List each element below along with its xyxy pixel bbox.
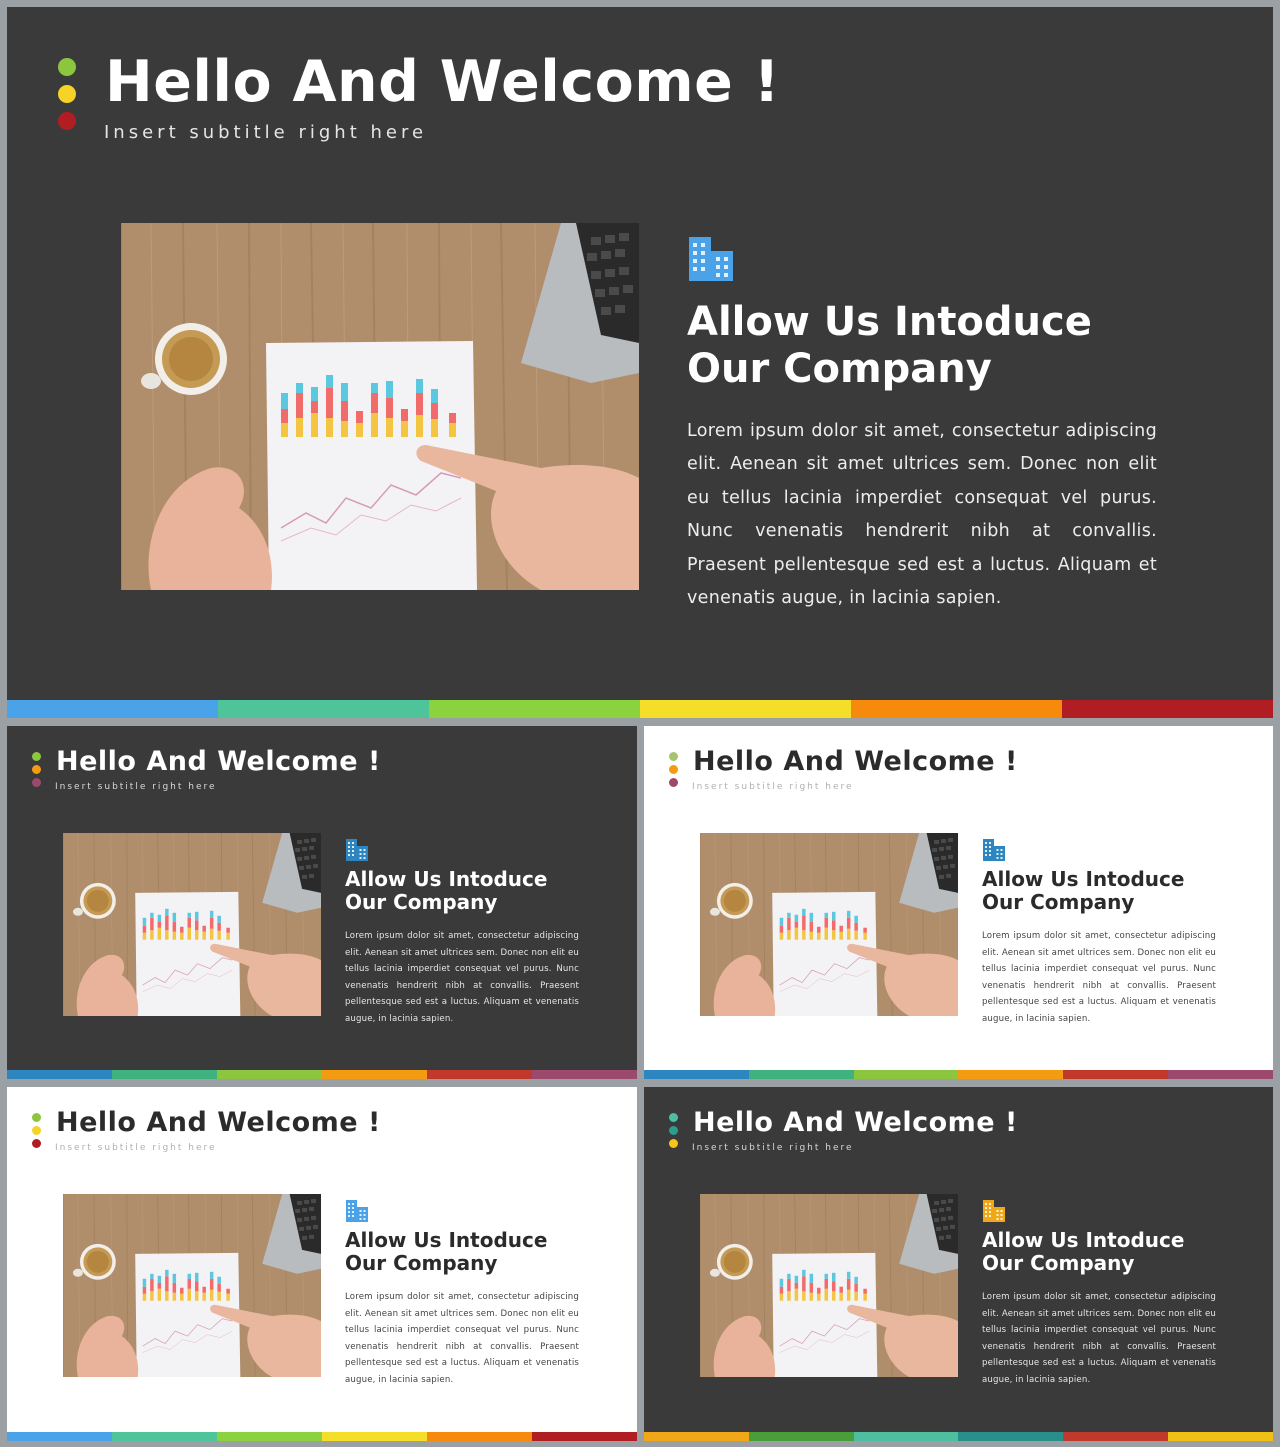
stripe-segment-1 <box>644 1432 749 1441</box>
section-heading <box>345 1229 585 1276</box>
slide-thumbnail-dark-1[interactable] <box>7 726 637 1079</box>
slide-thumbnail-dark-2[interactable] <box>644 1087 1273 1441</box>
accent-dot-2 <box>58 85 76 103</box>
stripe-segment-3 <box>854 1070 959 1079</box>
color-stripe <box>7 1432 637 1441</box>
slide-thumbnail-light-2[interactable] <box>7 1087 637 1441</box>
stripe-segment-6 <box>1168 1432 1273 1441</box>
stripe-segment-5 <box>427 1070 532 1079</box>
heading-line-2: Our Company <box>687 345 992 392</box>
accent-dots <box>58 58 76 130</box>
heading-line-1: Allow Us Intoduce <box>687 299 1092 345</box>
stripe-segment-2 <box>749 1432 854 1441</box>
stripe-segment-2 <box>749 1070 854 1079</box>
building-icon <box>345 837 369 861</box>
body-paragraph: Lorem ipsum dolor sit amet, consectetur adipiscing elit. Aenean sit amet ultrices sem. Donec non elit eu tellus lacinia imperdiet consequat vel purus. Nunc venenatis hendrerit nibh at convallis. Praesent pellentesque sed est a luctus. Aliquam et venenatis augue, in lacinia sapien. <box>982 931 1216 1024</box>
desk-analytics-photo <box>63 1194 321 1377</box>
stripe-segment-4 <box>322 1432 427 1441</box>
accent-dot-2 <box>669 765 678 774</box>
heading-line-2: Our Company <box>345 890 498 915</box>
section-heading <box>982 868 1222 915</box>
desk-analytics-photo <box>700 1194 958 1377</box>
slide-title: Hello And Welcome ! <box>56 746 381 777</box>
stripe-segment-3 <box>854 1432 959 1441</box>
desk-analytics-photo <box>121 223 639 590</box>
stripe-segment-5 <box>851 700 1062 718</box>
color-stripe <box>644 1070 1273 1079</box>
heading-line-1: Allow Us Intoduce <box>982 867 1185 891</box>
accent-dot-1 <box>32 752 41 761</box>
stripe-segment-2 <box>218 700 429 718</box>
slide-subtitle: Insert subtitle right here <box>692 782 854 792</box>
stripe-segment-6 <box>1168 1070 1273 1079</box>
stripe-segment-6 <box>532 1432 637 1441</box>
accent-dot-1 <box>669 752 678 761</box>
stripe-segment-6 <box>1062 700 1273 718</box>
stripe-segment-1 <box>644 1070 749 1079</box>
building-icon <box>982 837 1006 861</box>
building-icon <box>982 1198 1006 1222</box>
accent-dot-2 <box>32 1126 41 1135</box>
slide-subtitle: Insert subtitle right here <box>55 782 217 792</box>
color-stripe <box>7 1070 637 1079</box>
heading-line-2: Our Company <box>982 1251 1135 1276</box>
desk-analytics-photo <box>63 833 321 1016</box>
accent-dot-2 <box>32 765 41 774</box>
accent-dot-1 <box>669 1113 678 1122</box>
body-paragraph: Lorem ipsum dolor sit amet, consectetur adipiscing elit. Aenean sit amet ultrices sem. Donec non elit eu tellus lacinia imperdiet consequat vel purus. Nunc venenatis hendrerit nibh at convallis. Praesent pellentesque sed est a luctus. Aliquam et venenatis augue, in lacinia sapien. <box>687 421 1157 609</box>
stripe-segment-2 <box>112 1432 217 1441</box>
desk-analytics-photo <box>700 833 958 1016</box>
section-heading <box>345 868 585 915</box>
slide-thumbnail-light-1[interactable] <box>644 726 1273 1079</box>
building-icon <box>687 233 735 281</box>
stripe-segment-4 <box>958 1432 1063 1441</box>
accent-dot-3 <box>58 112 76 130</box>
stripe-segment-3 <box>217 1070 322 1079</box>
body-paragraph: Lorem ipsum dolor sit amet, consectetur adipiscing elit. Aenean sit amet ultrices sem. Donec non elit eu tellus lacinia imperdiet consequat vel purus. Nunc venenatis hendrerit nibh at convallis. Praesent pellentesque sed est a luctus. Aliquam et venenatis augue, in lacinia sapien. <box>345 1292 579 1385</box>
main-slide <box>7 7 1273 718</box>
stripe-segment-1 <box>7 1070 112 1079</box>
accent-dot-1 <box>32 1113 41 1122</box>
slide-subtitle: Insert subtitle right here <box>55 1143 217 1153</box>
accent-dot-3 <box>669 1139 678 1148</box>
accent-dots <box>669 752 678 787</box>
accent-dot-3 <box>32 1139 41 1148</box>
heading-line-1: Allow Us Intoduce <box>345 1228 548 1252</box>
stripe-segment-6 <box>532 1070 637 1079</box>
body-paragraph: Lorem ipsum dolor sit amet, consectetur adipiscing elit. Aenean sit amet ultrices sem. Donec non elit eu tellus lacinia imperdiet consequat vel purus. Nunc venenatis hendrerit nibh at convallis. Praesent pellentesque sed est a luctus. Aliquam et venenatis augue, in lacinia sapien. <box>345 931 579 1024</box>
slide-subtitle: Insert subtitle right here <box>104 122 428 143</box>
accent-dot-3 <box>32 778 41 787</box>
slide-subtitle: Insert subtitle right here <box>692 1143 854 1153</box>
slide-title: Hello And Welcome ! <box>693 1107 1018 1138</box>
heading-line-1: Allow Us Intoduce <box>982 1228 1185 1252</box>
accent-dots <box>32 1113 41 1148</box>
stripe-segment-4 <box>322 1070 427 1079</box>
body-paragraph: Lorem ipsum dolor sit amet, consectetur adipiscing elit. Aenean sit amet ultrices sem. Donec non elit eu tellus lacinia imperdiet consequat vel purus. Nunc venenatis hendrerit nibh at convallis. Praesent pellentesque sed est a luctus. Aliquam et venenatis augue, in lacinia sapien. <box>982 1292 1216 1385</box>
stripe-segment-1 <box>7 700 218 718</box>
heading-line-2: Our Company <box>345 1251 498 1276</box>
stripe-segment-3 <box>217 1432 322 1441</box>
slide-title: Hello And Welcome ! <box>693 746 1018 777</box>
building-icon <box>345 1198 369 1222</box>
stripe-segment-3 <box>429 700 640 718</box>
stripe-segment-2 <box>112 1070 217 1079</box>
stripe-segment-4 <box>958 1070 1063 1079</box>
accent-dots <box>669 1113 678 1148</box>
section-heading <box>982 1229 1222 1276</box>
accent-dot-1 <box>58 58 76 76</box>
slide-title: Hello And Welcome ! <box>56 1107 381 1138</box>
stripe-segment-4 <box>640 700 851 718</box>
stripe-segment-5 <box>1063 1432 1168 1441</box>
slide-title: Hello And Welcome ! <box>105 49 781 115</box>
accent-dots <box>32 752 41 787</box>
heading-line-2: Our Company <box>982 890 1135 915</box>
accent-dot-2 <box>669 1126 678 1135</box>
heading-line-1: Allow Us Intoduce <box>345 867 548 891</box>
color-stripe <box>7 700 1273 718</box>
stripe-segment-5 <box>427 1432 532 1441</box>
color-stripe <box>644 1432 1273 1441</box>
stripe-segment-1 <box>7 1432 112 1441</box>
stripe-segment-5 <box>1063 1070 1168 1079</box>
section-heading <box>687 299 1157 393</box>
accent-dot-3 <box>669 778 678 787</box>
